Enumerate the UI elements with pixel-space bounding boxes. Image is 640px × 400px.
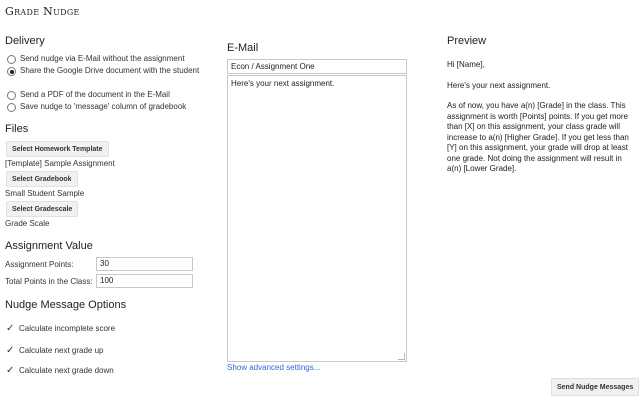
radio-email-only[interactable] [7,55,16,64]
preview-greeting: Hi [Name], [447,60,485,69]
total-points-input[interactable]: 100 [96,274,193,288]
delivery-option-label: Save nudge to 'message' column of gradebook [20,102,187,111]
nudge-options-heading: Nudge Message Options [5,299,127,311]
radio-share-drive[interactable] [7,67,16,76]
preview-panel [447,60,633,185]
checkmark-icon[interactable]: ✓ [6,365,15,376]
option-label: Calculate next grade up [19,346,104,355]
delivery-option-gradebook-column[interactable] [7,102,207,114]
email-body-textarea[interactable] [227,75,407,362]
assignment-points-label: Assignment Points: [5,260,74,269]
option-label: Calculate incomplete score [19,324,116,333]
option-next-grade-down[interactable] [6,366,114,375]
delivery-option-email-only[interactable] [7,54,207,66]
delivery-heading: Delivery [5,35,45,47]
email-body-text: Here's your next assignment. [231,79,335,88]
app-title: Grade Nudge [5,5,80,18]
radio-pdf[interactable] [7,91,16,100]
preview-message: As of now, you have a(n) [Grade] in the class. This assignment is worth [Points] points. If you get more than [X] on this assignment, your class grade will increase to a(n) [Higher Grade]. If you get less than [Y] on this assignment, your grade will drop at least one grade. Not doing the assignment will result in a(n) [Lower Grade]. [447,101,629,173]
delivery-option-share-drive[interactable] [7,66,207,90]
option-label: Calculate next grade down [19,366,114,375]
show-advanced-settings-link[interactable]: Show advanced settings... [227,363,321,372]
option-next-grade-up[interactable] [6,346,104,355]
select-gradebook-button[interactable]: Select Gradebook [6,171,78,187]
delivery-option-label: Send a PDF of the document in the E-Mail [20,90,170,99]
checkmark-icon[interactable]: ✓ [6,345,15,356]
radio-gradebook-column[interactable] [7,103,16,112]
select-homework-template-button[interactable]: Select Homework Template [6,141,109,157]
delivery-option-label: Share the Google Drive document with the student [20,66,200,75]
preview-intro: Here's your next assignment. [447,80,551,90]
gradebook-value: Small Student Sample [5,189,85,198]
homework-template-value: [Template] Sample Assignment [5,159,115,168]
option-incomplete-score[interactable] [6,324,115,333]
email-heading: E-Mail [227,42,259,54]
resize-handle-icon[interactable] [398,353,405,360]
delivery-option-label: Send nudge via E-Mail without the assignment [20,54,185,63]
email-subject-input[interactable]: Econ / Assignment One [227,59,407,74]
total-points-label: Total Points in the Class: [5,277,93,286]
files-heading: Files [5,123,29,135]
select-gradescale-button[interactable]: Select Gradescale [6,201,78,217]
assignment-value-heading: Assignment Value [5,240,93,252]
delivery-options [7,54,207,114]
gradescale-value: Grade Scale [5,219,50,228]
checkmark-icon[interactable]: ✓ [6,323,15,334]
delivery-option-pdf[interactable] [7,90,207,102]
send-nudge-messages-button[interactable]: Send Nudge Messages [551,378,639,396]
preview-heading: Preview [447,35,487,47]
assignment-points-input[interactable]: 30 [96,257,193,271]
